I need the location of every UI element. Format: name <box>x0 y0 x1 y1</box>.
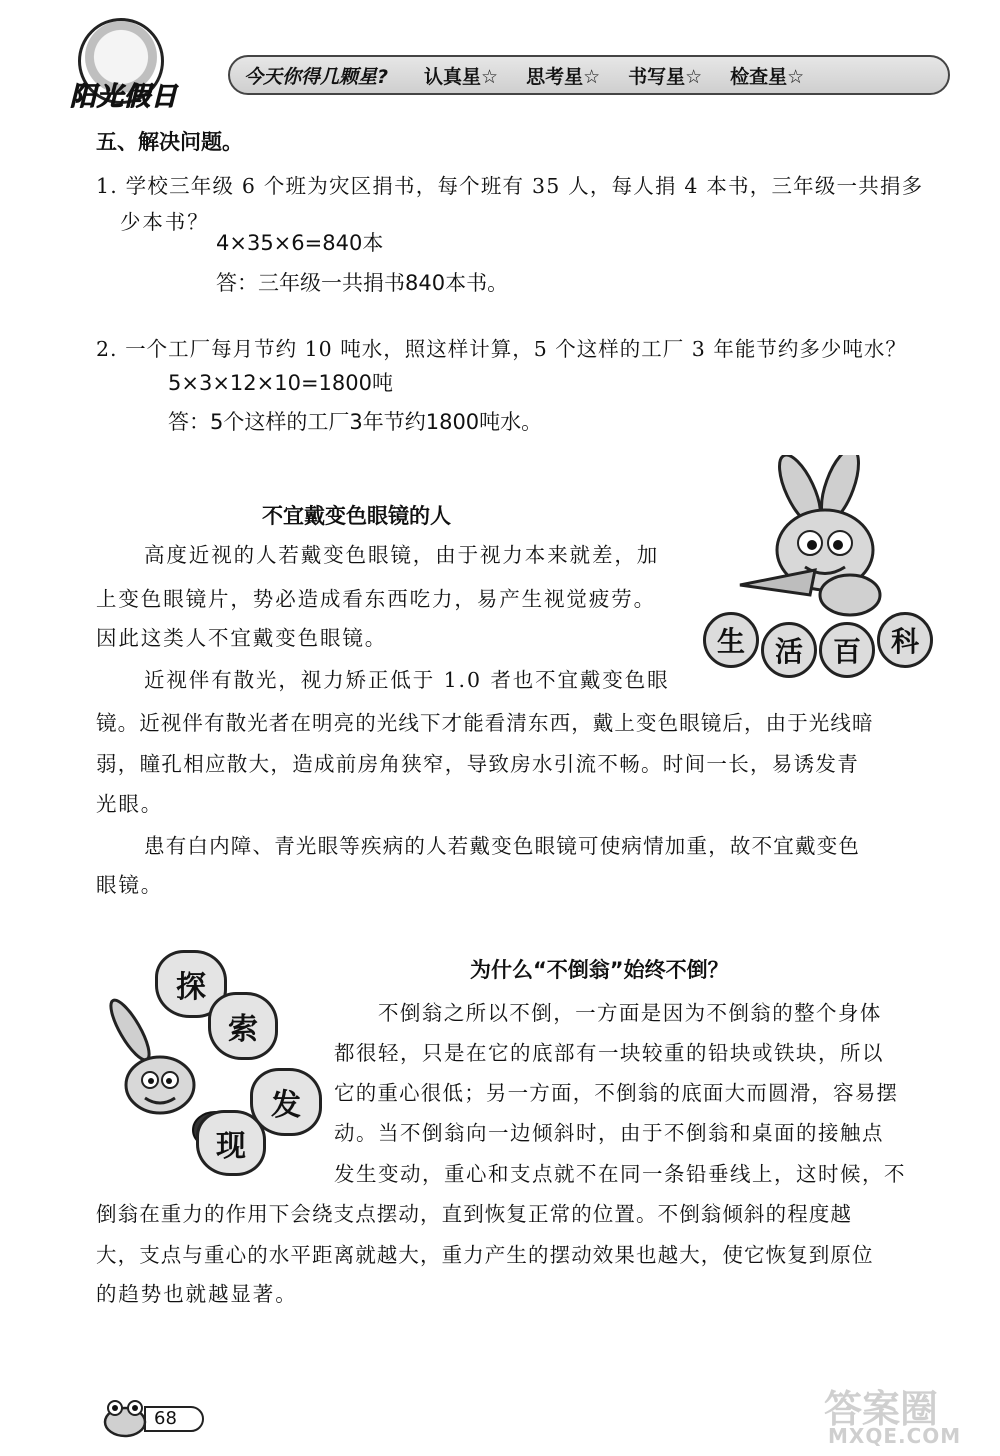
badge-char: 探 <box>155 950 227 1018</box>
article-1-line: 高度近视的人若戴变色眼镜，由于视力本来就差，加 <box>144 543 660 567</box>
article-1-line: 患有白内障、青光眼等疾病的人若戴变色眼镜可使病情加重，故不宜戴变色 <box>144 834 861 858</box>
badge-char: 百 <box>819 622 875 678</box>
article-1-line: 弱，瞳孔相应散大，造成前房角狭窄，导致房水引流不畅。时间一长，易诱发青 <box>96 752 859 776</box>
article-1-line: 上变色眼镜片，势必造成看东西吃力，易产生视觉疲劳。 <box>96 587 656 611</box>
article-2-line: 倒翁在重力的作用下会绕支点摆动，直到恢复正常的位置。不倒翁倾斜的程度越 <box>96 1202 852 1226</box>
star-item: 认真星☆ <box>424 65 499 88</box>
star-item: 思考星☆ <box>526 65 601 88</box>
question-1-line-1: 1. 学校三年级 6 个班为灾区捐书，每个班有 35 人，每人捐 4 本书，三年级一共捐多 <box>96 174 924 198</box>
section-title: 五、解决问题。 <box>96 130 243 154</box>
watermark-text: 答案圈 <box>824 1387 939 1431</box>
article-1-line: 光眼。 <box>96 792 164 816</box>
star-item: 书写星☆ <box>628 65 703 88</box>
badge-char: 科 <box>877 612 933 668</box>
article-2-title: 为什么“不倒翁”始终不倒？ <box>470 958 729 982</box>
article-1-line: 镜。近视伴有散光者在明亮的光线下才能看清东西，戴上变色眼镜后，由于光线暗 <box>96 711 874 735</box>
article-2-line: 不倒翁之所以不倒，一方面是因为不倒翁的整个身体 <box>378 1001 882 1025</box>
article-1-title: 不宜戴变色眼镜的人 <box>262 504 451 528</box>
badge-char: 索 <box>208 992 278 1060</box>
star-rating-banner <box>228 55 950 95</box>
question-2-answer: 答：5个这样的工厂3年节约1800吨水。 <box>168 410 543 434</box>
badge-char: 发 <box>250 1068 322 1136</box>
explore-discover-illustration <box>100 950 330 1190</box>
article-1-line: 因此这类人不宜戴变色眼镜。 <box>96 626 388 650</box>
question-2-line-1: 2. 一个工厂每月节约 10 吨水，照这样计算，5 个这样的工厂 3 年能节约多少吨水？ <box>96 337 907 361</box>
question-1-answer: 答：三年级一共捐书840本书。 <box>216 271 509 295</box>
article-2-line: 它的重心很低；另一方面，不倒翁的底面大而圆滑，容易摆 <box>334 1081 899 1105</box>
badge-char: 现 <box>196 1110 266 1176</box>
page-number-badge <box>100 1398 210 1436</box>
logo-text: 阳光假日 <box>70 82 179 112</box>
badge-char: 生 <box>703 612 759 668</box>
watermark-url: MXQE.COM <box>828 1424 962 1448</box>
article-2-line: 大，支点与重心的水平距离就越大，重力产生的摆动效果也越大，使它恢复到原位 <box>96 1243 874 1267</box>
star-item: 检查星☆ <box>730 65 805 88</box>
article-1-line: 近视伴有散光，视力矫正低于 1.0 者也不宜戴变色眼 <box>144 668 670 692</box>
page-number: 68 <box>144 1406 204 1432</box>
article-2-line: 都很轻，只是在它的底部有一块较重的铅块或铁块，所以 <box>334 1041 884 1065</box>
article-2-line: 动。当不倒翁向一边倾斜时，由于不倒翁和桌面的接触点 <box>334 1121 884 1145</box>
life-encyclopedia-badge <box>703 612 933 672</box>
star-question: 今天你得几颗星? <box>244 65 389 88</box>
watermark <box>800 1378 990 1452</box>
logo <box>60 18 230 118</box>
article-2-line: 的趋势也就越显著。 <box>96 1282 298 1306</box>
article-2-line: 发生变动，重心和支点就不在同一条铅垂线上，这时候，不 <box>334 1162 906 1186</box>
frog-icon <box>100 1398 150 1438</box>
question-1-line-2: 少本书？ <box>120 210 210 234</box>
question-1-work: 4×35×6=840本 <box>216 231 384 255</box>
question-2-work: 5×3×12×10=1800吨 <box>168 371 393 395</box>
badge-char: 活 <box>761 622 817 678</box>
article-1-line: 眼镜。 <box>96 873 164 897</box>
